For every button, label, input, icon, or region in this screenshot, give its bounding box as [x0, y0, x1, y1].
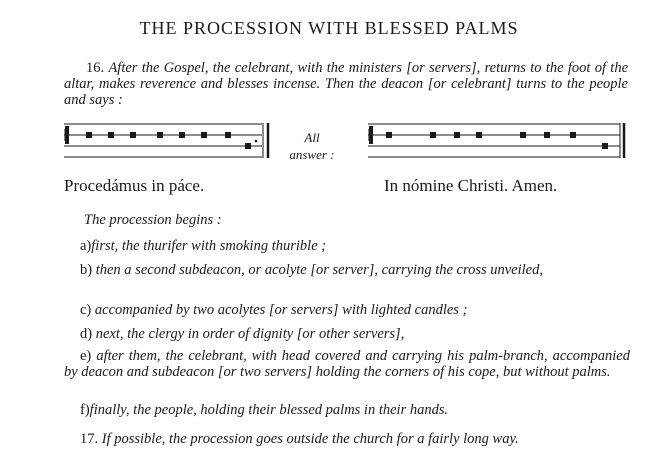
chant-lyric-left: Procedámus in páce.: [64, 176, 205, 195]
procession-item-text: finally, the people, holding their blessed palms in their hands.: [89, 402, 449, 418]
procession-item-label: b): [80, 262, 93, 278]
paragraph-16-text: After the Gospel, the celebrant, with the ministers [or servers], returns to the foot of the altar, makes reverence and blesses incense. Then the deacon [or celebrant] turns to the people and says :: [64, 60, 629, 108]
all-answer-label: [284, 129, 340, 163]
procession-item-label: d): [80, 326, 93, 342]
procession-item-a: [80, 238, 630, 254]
procession-item-text: accompanied by two acolytes [or servers] with lighted candles ;: [94, 302, 468, 318]
page-title: THE PROCESSION WITH BLESSED PALMS: [139, 18, 519, 38]
paragraph-16: [64, 60, 628, 108]
procession-item-d: [80, 326, 630, 342]
procession-item-label: f): [80, 402, 90, 418]
procession-item-text: then a second subdeacon, or acolyte [or server], carrying the cross unveiled,: [95, 262, 543, 278]
procession-item-label: c): [80, 302, 92, 318]
chant-lyric-right: In nómine Christi. Amen.: [384, 176, 558, 195]
procession-item-c: [80, 302, 630, 318]
procession-item-b: [64, 262, 630, 278]
all-answer-line-1: All: [304, 130, 320, 145]
procession-item-text: first, the thurifer with smoking thurible ;: [91, 238, 327, 254]
paragraph-17-text: If possible, the procession goes outside the church for a fairly long way.: [101, 431, 519, 447]
procession-item-label: e): [80, 348, 92, 364]
all-answer-line-2: answer :: [289, 147, 335, 162]
procession-intro: The procession begins :: [84, 212, 222, 228]
paragraph-17-number: 17.: [80, 431, 99, 447]
chant-staff-right: [366, 122, 628, 166]
paragraph-17: [80, 431, 640, 447]
procession-item-f: [80, 402, 630, 418]
procession-item-text: next, the clergy in order of dignity [or other servers],: [95, 326, 405, 342]
procession-item-text: after them, the celebrant, with head covered and carrying his palm-branch, accompanied by deacon and subdeacon [or two servers] holding the corners of his cope, but without palms.: [64, 348, 630, 380]
chant-staff-left: [62, 122, 274, 166]
paragraph-16-number: 16.: [86, 60, 105, 76]
procession-item-label: a): [80, 238, 92, 254]
procession-item-e: [64, 348, 630, 380]
